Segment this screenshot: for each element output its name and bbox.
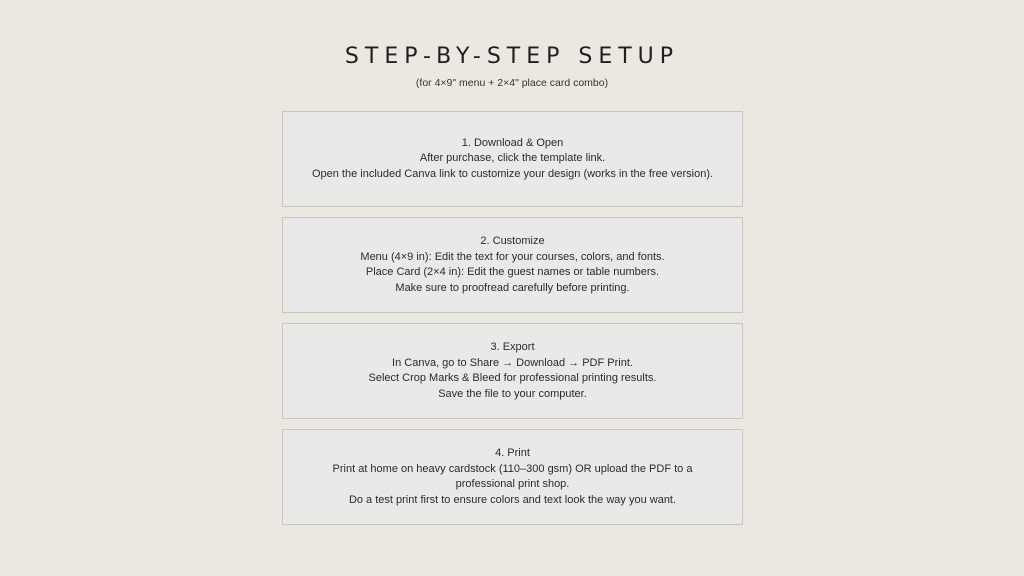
step-card-customize: [282, 217, 743, 313]
step-line: Place Card (2×4 in): Edit the guest names or table numbers.: [365, 266, 660, 278]
step-line: Menu (4×9 in): Edit the text for your courses, colors, and fonts.: [360, 250, 665, 263]
step-line: Save the file to your computer.: [438, 387, 587, 400]
step-line: Do a test print first to ensure colors and text look the way you want.: [348, 493, 677, 506]
step-line: Print at home on heavy cardstock (110–300 gsm) OR upload the PDF to a: [332, 462, 693, 475]
step-line: In Canva, go to Share → Download → PDF Print.: [392, 356, 633, 369]
step-card-download: [282, 111, 743, 207]
step-heading: 2. Customize: [480, 235, 545, 247]
step-line: Make sure to proofread carefully before printing.: [395, 281, 630, 294]
step-heading: 4. Print: [495, 447, 530, 459]
step-card-export: [282, 323, 743, 419]
step-line: Select Crop Marks & Bleed for professional printing results.: [368, 372, 657, 384]
step-heading: 1. Download & Open: [461, 136, 564, 149]
page-title: STEP-BY-STEP SETUP: [344, 44, 680, 69]
step-card-print: [282, 429, 743, 525]
page-subtitle: (for 4×9" menu + 2×4" place card combo): [415, 77, 609, 89]
steps-list: [282, 111, 743, 535]
step-heading: 3. Export: [490, 341, 535, 353]
step-line: professional print shop.: [455, 478, 570, 490]
step-line: Open the included Canva link to customize your design (works in the free version).: [311, 167, 714, 180]
step-line: After purchase, click the template link.: [419, 152, 606, 165]
